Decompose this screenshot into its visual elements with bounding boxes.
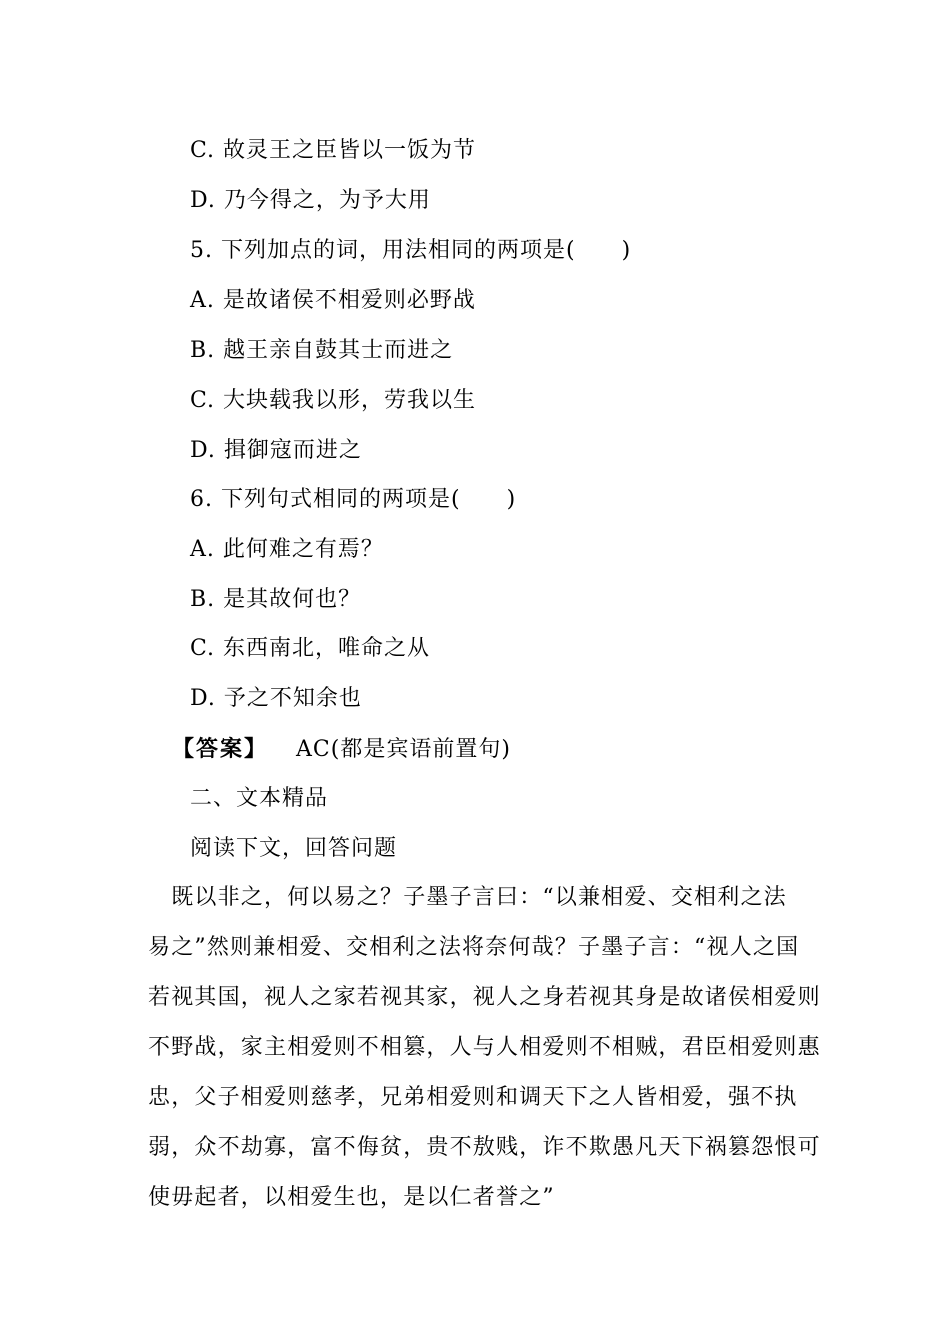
q5-option-d: D. 揖御寇而进之	[190, 438, 362, 463]
q5-option-b: B. 越王亲自鼓其士而进之	[190, 338, 454, 363]
passage-line: 易之”然则兼相爱、交相利之法将奈何哉？子墨子言：“视人之国	[148, 935, 800, 960]
q5-stem: 5. 下列加点的词，用法相同的两项是( )	[190, 238, 632, 263]
q6-stem: 6. 下列句式相同的两项是( )	[190, 487, 517, 512]
q4-option-d: D. 乃今得之，为予大用	[190, 188, 431, 213]
q6-option-b: B. 是其故何也？	[190, 587, 362, 612]
q6-option-c: C. 东西南北，唯命之从	[190, 636, 431, 661]
passage-line: 忠，父子相爱则慈孝，兄弟相爱则和调天下之人皆相爱，强不执	[148, 1085, 798, 1110]
passage-line: 弱，众不劫寡，富不侮贫，贵不敖贱，诈不欺愚凡天下祸篡怨恨可	[148, 1135, 821, 1160]
q4-option-c: C. 故灵王之臣皆以一饭为节	[190, 138, 477, 163]
passage-line: 不野战，家主相爱则不相篡，人与人相爱则不相贼，君臣相爱则惠	[148, 1035, 821, 1060]
answer-line	[172, 734, 511, 765]
passage-line: 若视其国，视人之家若视其家，视人之身若视其身是故诸侯相爱则	[148, 985, 821, 1010]
passage-line: 使毋起者，以相爱生也，是以仁者誉之”	[148, 1185, 555, 1210]
answer-tag: 【答案】	[172, 736, 269, 762]
q6-option-a: A. 此何难之有焉？	[190, 537, 384, 562]
q6-option-d: D. 予之不知余也	[190, 686, 362, 711]
section-heading: 二、文本精品	[190, 786, 329, 811]
answer-text: AC(都是宾语前置句)	[296, 737, 511, 762]
section-instruction: 阅读下文，回答问题	[190, 836, 398, 861]
q5-option-c: C. 大块载我以形，劳我以生	[190, 388, 477, 413]
passage-line: 既以非之，何以易之？子墨子言曰：“以兼相爱、交相利之法	[148, 885, 787, 910]
q5-option-a: A. 是故诸侯不相爱则必野战	[190, 288, 476, 313]
